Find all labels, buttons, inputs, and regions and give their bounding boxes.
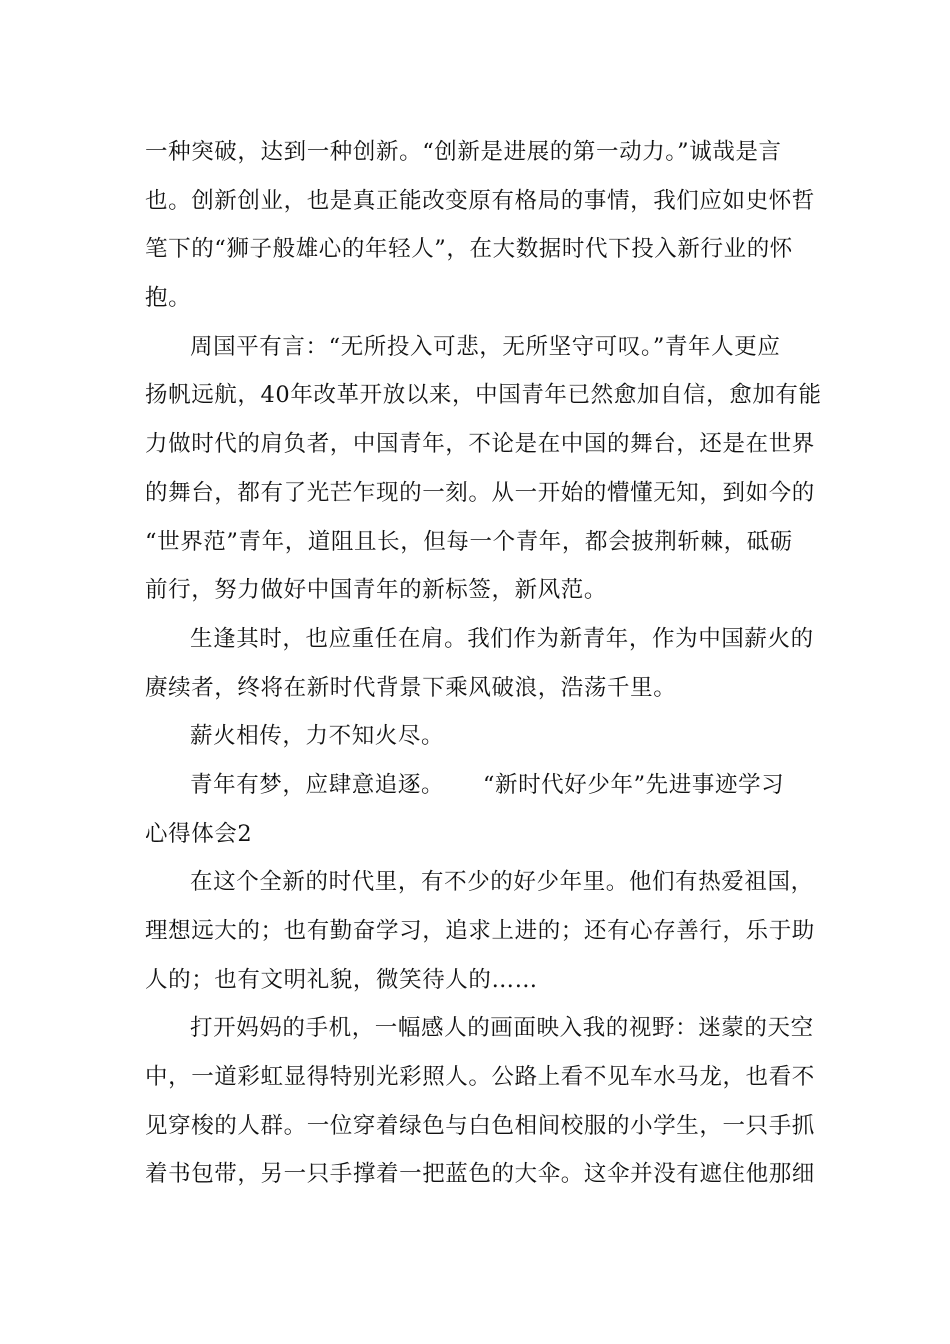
- text-line: “世界范”青年，道阻且长，但每一个青年，都会披荆斩棘，砥砺: [145, 528, 793, 555]
- text-line: 前行，努力做好中国青年的新标签，新风范。: [145, 577, 608, 604]
- text-line: 中，一道彩虹显得特别光彩照人。公路上看不见车水马龙，也看不: [145, 1064, 815, 1091]
- text-line: 抱。: [145, 285, 192, 312]
- text-line: 人的；也有文明礼貌，微笑待人的……: [145, 966, 538, 993]
- text-line: 一种突破，达到一种创新。“创新是进展的第一动力。”诚哉是言: [145, 139, 782, 165]
- text-line: 力做时代的肩负者，中国青年，不论是在中国的舞台，还是在世界: [145, 431, 815, 458]
- text-line: 着书包带，另一只手撑着一把蓝色的大伞。这伞并没有遮住他那细: [145, 1161, 815, 1188]
- text-line: 赓续者，终将在新时代背景下乘风破浪，浩荡千里。: [145, 674, 677, 701]
- paragraph-start-line: 青年有梦，应肆意追逐。 “新时代好少年”先进事迹学习: [190, 771, 785, 798]
- text-line: 见穿梭的人群。一位穿着绿色与白色相间校服的小学生，一只手抓: [145, 1112, 815, 1139]
- section-title-line: 心得体会2: [145, 820, 253, 847]
- text-line: 也。创新创业，也是真正能改变原有格局的事情，我们应如史怀哲: [145, 187, 815, 214]
- text-line: 理想远大的；也有勤奋学习，追求上进的；还有心存善行，乐于助: [145, 918, 815, 944]
- text-line: 的舞台，都有了光芒乍现的一刻。从一开始的懵懂无知，到如今的: [145, 479, 815, 506]
- paragraph-start-line: 在这个全新的时代里，有不少的好少年里。他们有热爱祖国，: [190, 869, 814, 896]
- text-line: 笔下的“狮子般雄心的年轻人”，在大数据时代下投入新行业的怀: [145, 236, 793, 263]
- text-line: 扬帆远航，40年改革开放以来，中国青年已然愈加自信，愈加有能: [145, 382, 822, 409]
- document-body: [145, 128, 822, 1199]
- paragraph-start-line: 生逢其时，也应重任在肩。我们作为新青年，作为中国薪火的: [190, 625, 814, 652]
- paragraph-start-line: 周国平有言：“无所投入可悲，无所坚守可叹。”青年人更应: [190, 333, 781, 360]
- paragraph-start-line: 薪火相传，力不知火尽。: [190, 723, 445, 750]
- paragraph-start-line: 打开妈妈的手机，一幅感人的画面映入我的视野：迷蒙的天空: [190, 1015, 814, 1042]
